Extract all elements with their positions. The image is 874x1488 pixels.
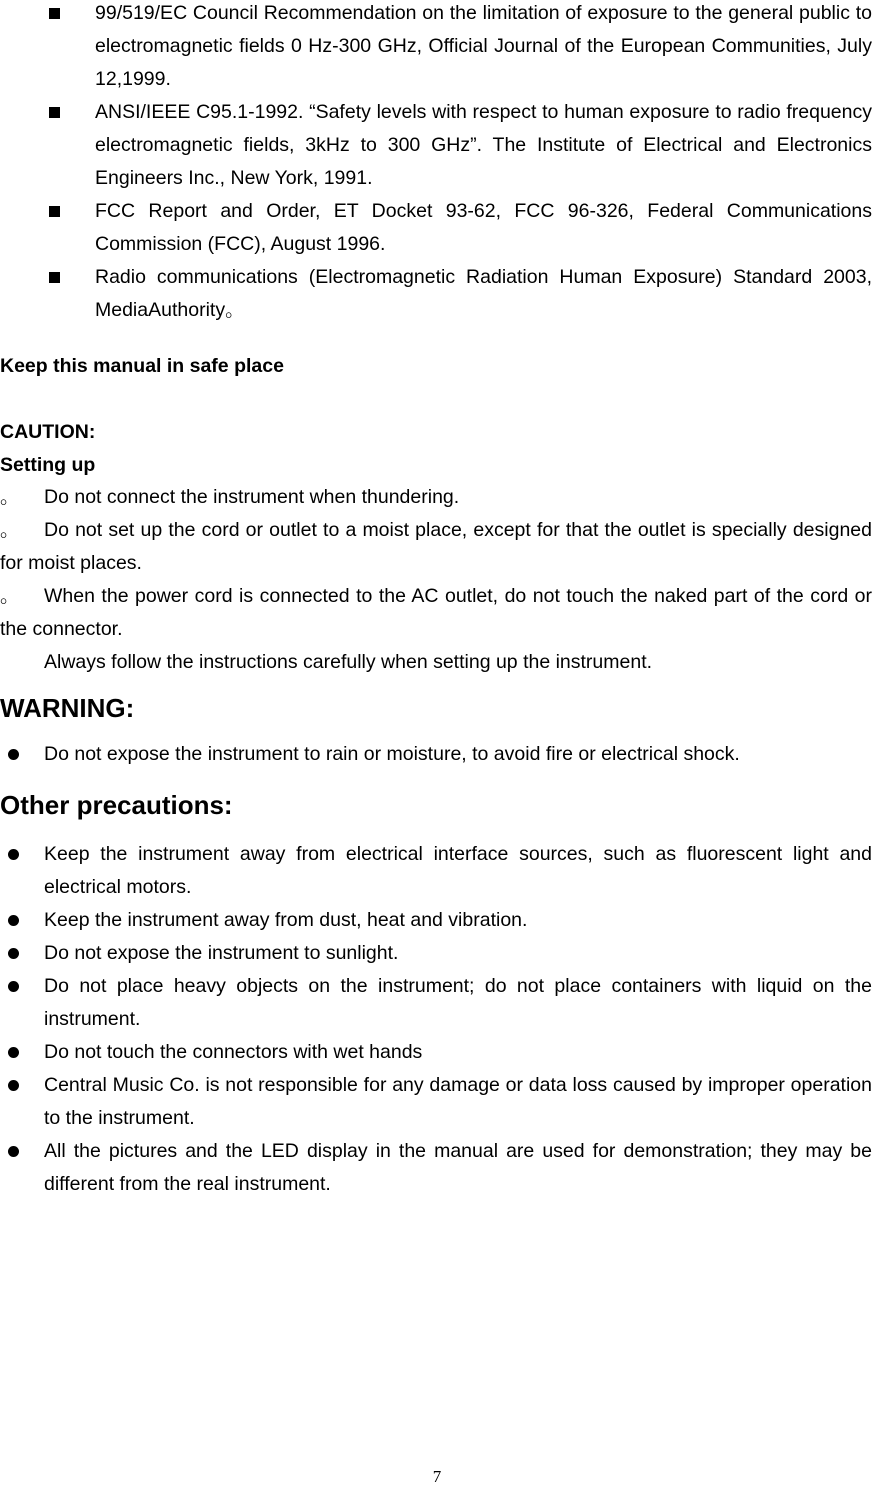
reference-item <box>0 195 874 261</box>
setting-up-heading: Setting up <box>0 454 96 476</box>
setup-item <box>0 481 874 514</box>
round-bullet-icon <box>8 1146 19 1157</box>
setup-marker: 。 <box>0 519 20 541</box>
precaution-item <box>0 1036 874 1069</box>
reference-text: Radio communications (Electromagnetic Radiation Human Exposure) Standard 2003, MediaAuthority。 <box>95 266 872 321</box>
precaution-text: Central Music Co. is not responsible for any damage or data loss caused by improper operation to the instrument. <box>44 1074 872 1129</box>
round-bullet-icon <box>8 948 19 959</box>
precaution-text: Do not touch the connectors with wet hands <box>44 1041 423 1063</box>
round-bullet-icon <box>8 749 19 760</box>
square-bullet-icon <box>49 8 60 19</box>
reference-list <box>0 0 874 327</box>
warning-heading: WARNING: <box>0 693 135 723</box>
precaution-item <box>0 970 874 1036</box>
reference-text: 99/519/EC Council Recommendation on the limitation of exposure to the general public to electromagnetic fields 0 Hz-300 GHz, Official Journal of the European Communities, July 12,1999. <box>95 2 872 90</box>
precaution-text: All the pictures and the LED display in the manual are used for demonstration; they may be different from the real instrument. <box>44 1140 872 1195</box>
precaution-item <box>0 904 874 937</box>
precaution-item <box>0 1135 874 1201</box>
precaution-text: Keep the instrument away from dust, heat and vibration. <box>44 909 528 931</box>
setup-item <box>0 514 874 580</box>
square-bullet-icon <box>49 206 60 217</box>
precaution-text: Do not place heavy objects on the instrument; do not place containers with liquid on the instrument. <box>44 975 872 1030</box>
other-precautions-list <box>0 838 874 1201</box>
warning-list <box>0 738 874 771</box>
caution-heading: CAUTION: <box>0 421 96 443</box>
setup-item <box>0 580 874 646</box>
setup-marker: 。 <box>0 585 20 607</box>
setup-note: Always follow the instructions carefully when setting up the instrument. <box>44 651 653 673</box>
page-number: 7 <box>432 1467 442 1486</box>
setting-up-list <box>0 481 874 679</box>
setup-text: Do not set up the cord or outlet to a moist place, except for that the outlet is specially designed for moist places. <box>0 519 872 574</box>
keep-manual-heading: Keep this manual in safe place <box>0 355 284 377</box>
round-bullet-icon <box>8 849 19 860</box>
setup-text: Do not connect the instrument when thundering. <box>44 486 460 508</box>
round-bullet-icon <box>8 1080 19 1091</box>
reference-item <box>0 0 874 96</box>
setup-text: When the power cord is connected to the AC outlet, do not touch the naked part of the cord or the connector. <box>0 585 872 640</box>
square-bullet-icon <box>49 272 60 283</box>
warning-text: Do not expose the instrument to rain or moisture, to avoid fire or electrical shock. <box>44 743 740 765</box>
round-bullet-icon <box>8 981 19 992</box>
other-precautions-heading: Other precautions: <box>0 790 233 820</box>
precaution-item <box>0 838 874 904</box>
round-bullet-icon <box>8 915 19 926</box>
reference-text: ANSI/IEEE C95.1-1992. “Safety levels with respect to human exposure to radio frequency electromagnetic fields, 3kHz to 300 GHz”. The Institute of Electrical and Electronics Engineers Inc., New York, 1991. <box>95 101 872 189</box>
setup-marker: 。 <box>0 486 20 508</box>
square-bullet-icon <box>49 107 60 118</box>
precaution-text: Keep the instrument away from electrical interface sources, such as fluorescent light and electrical motors. <box>44 843 872 898</box>
reference-text: FCC Report and Order, ET Docket 93-62, FCC 96-326, Federal Communications Commission (FCC), August 1996. <box>95 200 872 255</box>
reference-item <box>0 96 874 195</box>
precaution-text: Do not expose the instrument to sunlight. <box>44 942 399 964</box>
warning-item <box>0 738 874 771</box>
round-bullet-icon <box>8 1047 19 1058</box>
precaution-item <box>0 937 874 970</box>
reference-item <box>0 261 874 327</box>
precaution-item <box>0 1069 874 1135</box>
